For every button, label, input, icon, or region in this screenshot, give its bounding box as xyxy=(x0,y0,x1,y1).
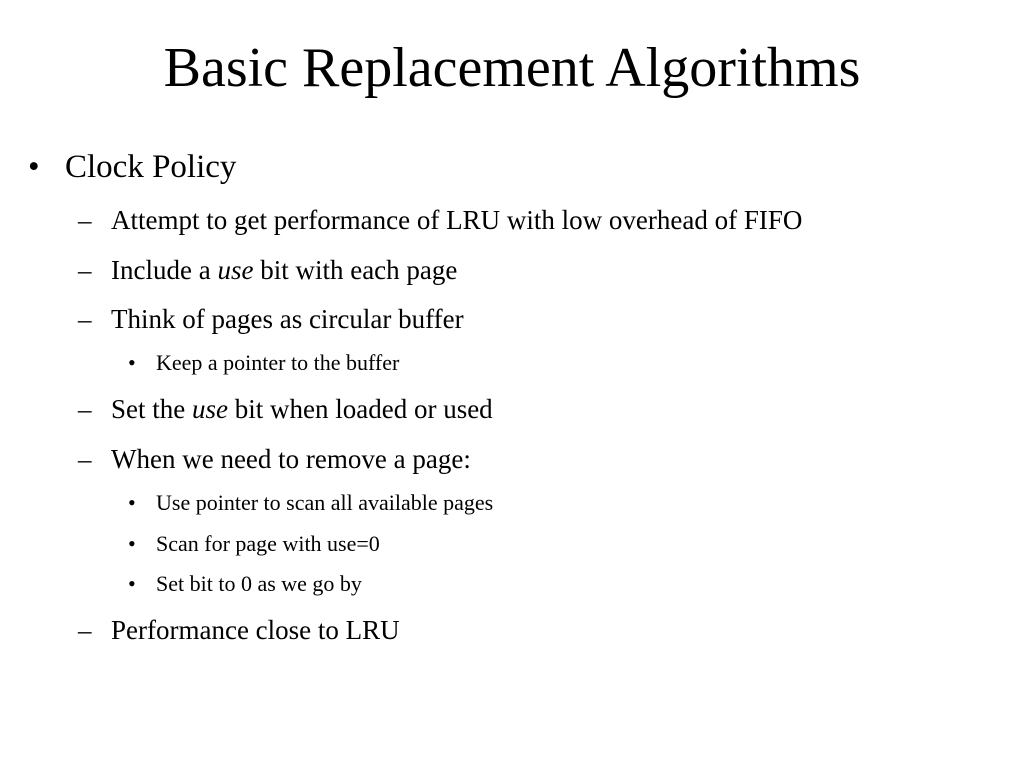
subsubbullet-text: Set bit to 0 as we go by xyxy=(156,571,362,596)
subsubbullet-text: Scan for page with use=0 xyxy=(156,531,380,556)
subbullet-text: Think of pages as circular buffer xyxy=(111,304,464,334)
dash-marker: – xyxy=(78,304,92,334)
text-before: Include a xyxy=(111,255,218,285)
subbullet-text: When we need to remove a page: xyxy=(111,444,471,474)
bullet-marker: • xyxy=(28,149,40,185)
slide-title: Basic Replacement Algorithms xyxy=(163,37,861,99)
dash-marker: – xyxy=(78,394,92,424)
dash-marker: – xyxy=(78,444,92,474)
subbullet-attempt-performance xyxy=(78,203,1018,237)
subbullet-set-use-bit xyxy=(78,392,678,426)
subbullet-text: Attempt to get performance of LRU with low overhead of FIFO xyxy=(111,205,803,235)
subsubbullet-scan-for-page xyxy=(128,530,628,558)
subbullet-text xyxy=(111,392,493,426)
bullet-marker: • xyxy=(128,571,136,596)
subsubbullet-set-bit xyxy=(128,570,628,598)
subsubbullet-text: Use pointer to scan all available pages xyxy=(156,490,494,515)
subsubbullet-keep-pointer xyxy=(128,349,628,377)
bullet-marker: • xyxy=(128,531,136,556)
emphasis-use: use xyxy=(217,255,254,285)
dash-marker: – xyxy=(78,615,92,645)
bullet-clock-policy xyxy=(28,147,428,187)
text-after: bit when loaded or used xyxy=(228,394,493,424)
subbullet-circular-buffer xyxy=(78,302,678,336)
bullet-marker: • xyxy=(128,350,136,375)
text-after: bit with each page xyxy=(253,255,458,285)
bullet-marker: • xyxy=(128,490,136,515)
text-before: Set the xyxy=(111,394,192,424)
dash-marker: – xyxy=(78,205,92,235)
subbullet-performance-lru xyxy=(78,613,678,647)
dash-marker: – xyxy=(78,255,92,285)
subbullet-remove-page xyxy=(78,442,678,476)
subbullet-text xyxy=(111,253,457,287)
subbullet-text: Performance close to LRU xyxy=(111,615,400,645)
bullet-text: Clock Policy xyxy=(65,149,237,185)
subsubbullet-use-pointer xyxy=(128,489,688,517)
subbullet-include-use-bit xyxy=(78,253,678,287)
emphasis-use: use xyxy=(192,394,228,424)
subsubbullet-text: Keep a pointer to the buffer xyxy=(156,350,400,375)
